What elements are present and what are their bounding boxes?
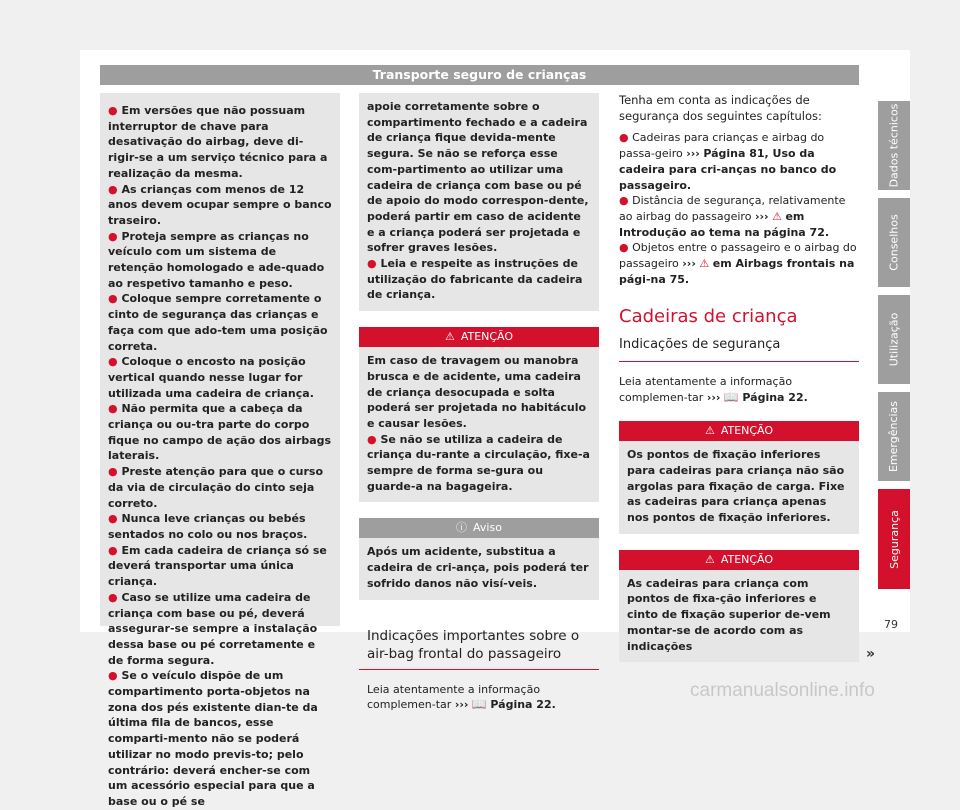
warning-body: Em caso de travagem ou manobra brusca e de acidente, uma cadeira de criança desocupada e solta poderá ser projetada no habitáculo e causar lesões. ● Se não se utiliza a cadeira de criança du-rante a circulação, fixe-a sempre de forma se-gura ou guarde-a na bagageira.	[367, 354, 590, 493]
warning-body: Os pontos de fixação inferiores para cadeiras para criança não são argolas para fixação de carga. Fixe as cadeiras para criança apenas nos pontos de fixação inferiores.	[627, 448, 845, 525]
page-link[interactable]: Página 22.	[742, 390, 808, 404]
tab-utilizacao[interactable]: Utilização	[878, 295, 910, 384]
column-left	[100, 93, 340, 808]
section-text: Leia atentamente a informação complemen-tar ››› 📖 Página 22.	[619, 374, 808, 404]
continued-text: apoie corretamente sobre o compartimento fechado e a cadeira de criança fique devida-mente segura. Se não se reforça esse com-partimento ao utilizar uma cadeira de criança com base ou pé de apoio do modo correspon-dente, poderá partir em caso de acidente e a criança poderá ser projetada e sofrer graves lesões.	[367, 100, 589, 255]
warning-icon: ⚠	[444, 330, 455, 344]
intro-text: Tenha em conta as indicações de segurança dos seguintes capítulos:	[619, 93, 822, 123]
list-item: ● Coloque sempre corretamente o cinto de segurança das crianças e faça com que ado-tem uma posição correta.	[108, 292, 328, 353]
list-item: ● Coloque o encosto na posição vertical quando nesse lugar for utilizada uma cadeira de criança.	[108, 355, 314, 400]
warning-body: As cadeiras para criança com pontos de fixa-ção inferiores e cinto de fixação superior de-vem montar-se de acordo com as indicações	[627, 576, 831, 653]
watermark: carmanualsonline.info	[690, 680, 875, 701]
page-link[interactable]: em Introdução ao tema na página 72.	[619, 209, 830, 239]
page-link[interactable]: Página 22.	[490, 698, 556, 712]
list-item: ● Cadeiras para crianças e airbag do passa-geiro ››› Página 81, Uso da cadeira para cri-anças no banco do passageiro.	[619, 131, 837, 192]
warning-icon: ⚠	[704, 424, 715, 438]
info-icon: ⓘ	[456, 521, 468, 535]
tab-dados-tecnicos[interactable]: Dados técnicos	[878, 101, 910, 190]
page-link[interactable]: em Airbags frontais na pági-na 75.	[619, 257, 855, 286]
page-link[interactable]: Página 81, Uso da cadeira para cri-anças no banco do passageiro.	[619, 147, 837, 192]
list-item: ● Não permita que a cabeça da criança ou ou-tra parte do corpo fique no campo de ação dos airbags laterais.	[108, 402, 332, 463]
list-item: ● Caso se utilize uma cadeira de criança com base ou pé, deverá assegurar-se sempre a instalação dessa base ou pé corretamente e de forma segura.	[108, 590, 318, 667]
warning-icon: ⚠	[772, 209, 782, 223]
warning-header: ⚠ ATENÇÃO	[359, 327, 599, 347]
tab-seguranca[interactable]: Segurança	[878, 489, 910, 589]
list-item: ● As crianças com menos de 12 anos devem ocupar sempre o banco traseiro.	[108, 182, 332, 227]
list-item: ● Se o veículo dispõe de um compartimento porta-objetos na zona dos pés existente dian-te da última fila de bancos, esse comparti-mento não se poderá utilizar no modo previs-to; pelo contrário: deverá encher-se com um acessório especial para que a base ou o pé se	[108, 669, 318, 808]
warning-box	[619, 421, 859, 534]
warning-box	[619, 550, 875, 663]
tab-emergencias[interactable]: Emergências	[878, 392, 910, 481]
chapter-title: Cadeiras de criança	[619, 306, 798, 328]
column-middle	[359, 93, 599, 713]
continue-icon: »	[865, 645, 875, 662]
page-header: Transporte seguro de crianças	[100, 65, 859, 85]
list-item: ● Se não se utiliza a cadeira de criança du-rante a circulação, fixe-a sempre de forma se-gura ou guarde-a na bagageira.	[367, 432, 590, 493]
column-right	[619, 93, 875, 662]
warning-icon: ⚠	[699, 257, 710, 271]
continued-box	[359, 93, 599, 311]
warning-icon: ⚠	[704, 552, 715, 566]
list-item: ● Leia e respeite as instruções de utilização do fabricante da cadeira de criança.	[367, 257, 583, 302]
book-icon: 📖	[471, 697, 487, 712]
list-item: ● Distância de segurança, relativamente ao airbag do passageiro ››› ⚠ em Introdução ao tema na página 72.	[619, 194, 846, 239]
left-info-box	[100, 93, 340, 808]
list-item: ● Em versões que não possuam interruptor de chave para desativação do airbag, deve di-rigir-se a um serviço técnico para a realização da mesma.	[108, 104, 328, 180]
warning-box	[359, 327, 599, 502]
note-header: ⓘ Aviso	[359, 518, 599, 538]
chapter-tabs	[878, 101, 910, 597]
book-icon: 📖	[723, 389, 739, 404]
chapter-subtitle: Indicações de segurança	[619, 337, 859, 362]
list-item: ● Preste atenção para que o curso da via de circulação do cinto seja correto.	[108, 465, 324, 510]
section-text: Leia atentamente a informação complemen-tar ››› 📖 Página 22.	[367, 682, 556, 712]
section-title: Indicações importantes sobre o air-bag frontal do passageiro	[359, 627, 599, 670]
list-item: ● Proteja sempre as crianças no veículo com um sistema de retenção homologado e ade-quado ao respetivo tamanho e peso.	[108, 229, 325, 290]
warning-header: ⚠ ATENÇÃO	[619, 550, 859, 570]
page-number: 79	[884, 618, 898, 631]
note-body: Após um acidente, substitua a cadeira de cri-ança, pois poderá ter sofrido danos não visí-veis.	[367, 545, 589, 590]
list-item: ● Objetos entre o passageiro e o airbag do passageiro ››› ⚠ em Airbags frontais na pági-na 75.	[619, 241, 857, 286]
note-box	[359, 518, 599, 599]
tab-conselhos[interactable]: Conselhos	[878, 198, 910, 287]
list-item: ● Nunca leve crianças ou bebés sentados no colo ou nos braços.	[108, 512, 308, 541]
warning-header: ⚠ ATENÇÃO	[619, 421, 859, 441]
list-item: ● Em cada cadeira de criança só se deverá transportar uma única criança.	[108, 543, 327, 589]
